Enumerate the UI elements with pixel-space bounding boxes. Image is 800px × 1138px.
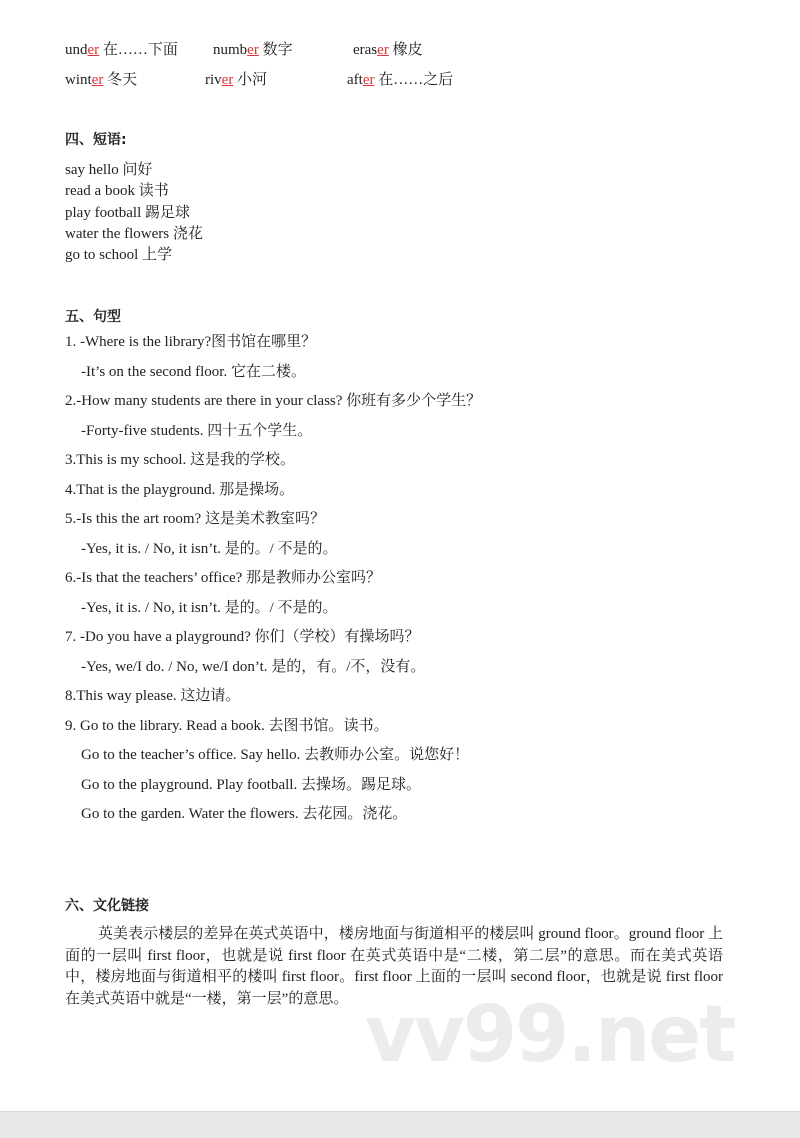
word-suffix: er: [221, 72, 234, 88]
word-stem: wint: [65, 72, 92, 88]
word-meaning: 在……下面: [102, 42, 178, 58]
sentence-item: -Forty-five students. 四十五个学生。: [81, 422, 313, 439]
culture-paragraph: 英美表示楼层的差异在英式英语中，楼房地面与街道相平的楼层叫 ground floor。ground floor 上面的一层叫 first floor，也就是说 first floor 在英式英语中是“二楼，第二层”的意思。而在美式英语中，楼房地面与街道相平的楼叫 first floor。first floor 上面的一层叫 second floor，也就是说 first floor 在美式英语中就是“一楼，第一层”的意思。: [65, 926, 723, 1007]
sentence-item: 3.This is my school. 这是我的学校。: [65, 452, 296, 468]
word-meaning: 冬天: [107, 72, 138, 88]
word-suffix: er: [362, 72, 375, 88]
word-suffix: er: [247, 42, 259, 58]
vocab-item: [205, 71, 267, 89]
culture-heading: 六、文化链接: [65, 898, 149, 914]
vocab-item: [353, 41, 423, 59]
word-stem: aft: [347, 72, 363, 88]
word-suffix: er: [87, 42, 100, 58]
phrase-item: play football 踢足球: [65, 204, 190, 221]
sentence-item: 2.-How many students are there in your class? 你班有多少个学生？: [65, 393, 482, 409]
sentence-item: 7. -Do you have a playground? 你们（学校）有操场吗？: [65, 629, 420, 645]
phrase-item: read a book 读书: [65, 183, 169, 200]
phrases-heading: 四、短语:: [65, 132, 127, 148]
vocab-item: [65, 71, 137, 89]
word-suffix: er: [377, 42, 389, 58]
sentence-item: -Yes, we/I do. / No, we/I don’t. 是的，有。/不，没有。: [81, 658, 426, 675]
bottom-scroll-bar[interactable]: [0, 1111, 800, 1138]
phrase-item: say hello 问好: [65, 162, 153, 178]
sentence-item: 9. Go to the library. Read a book. 去图书馆。读书。: [65, 717, 389, 734]
sentences-heading: 五、句型: [65, 309, 121, 325]
sentence-item: -Yes, it is. / No, it isn’t. 是的。/ 不是的。: [81, 540, 338, 557]
sentence-item: 1. -Where is the library?图书馆在哪里？: [65, 334, 317, 350]
sentence-item: -It’s on the second floor. 它在二楼。: [81, 363, 306, 380]
phrase-item: go to school 上学: [65, 247, 173, 264]
sentence-item: 6.-Is that the teachers’ office? 那是教师办公室吗？: [65, 570, 382, 586]
word-meaning: 数字: [262, 42, 293, 58]
sentence-item: 4.That is the playground. 那是操场。: [65, 481, 295, 498]
word-stem: und: [65, 42, 88, 58]
sentence-item: Go to the teacher’s office. Say hello. 去教师办公室。说您好！: [81, 747, 470, 763]
sentence-item: -Yes, it is. / No, it isn’t. 是的。/ 不是的。: [81, 599, 338, 616]
word-stem: eras: [353, 42, 378, 58]
vocab-item: [65, 41, 178, 59]
word-stem: riv: [205, 72, 222, 88]
phrase-item: water the flowers 浇花: [65, 225, 203, 242]
vocab-item: [347, 71, 453, 89]
sentence-item: 8.This way please. 这边请。: [65, 688, 241, 704]
word-stem: numb: [213, 42, 248, 58]
sentence-item: Go to the playground. Play football. 去操场。踢足球。: [81, 776, 421, 793]
watermark: vv99.net: [365, 990, 735, 1080]
word-meaning: 在……之后: [378, 72, 454, 88]
vocab-item: [213, 41, 293, 59]
word-meaning: 橡皮: [392, 42, 423, 58]
sentence-item: Go to the garden. Water the flowers. 去花园。浇花。: [81, 806, 408, 822]
word-meaning: 小河: [237, 72, 268, 88]
word-suffix: er: [91, 72, 104, 88]
sentence-item: 5.-Is this the art room? 这是美术教室吗？: [65, 511, 325, 527]
